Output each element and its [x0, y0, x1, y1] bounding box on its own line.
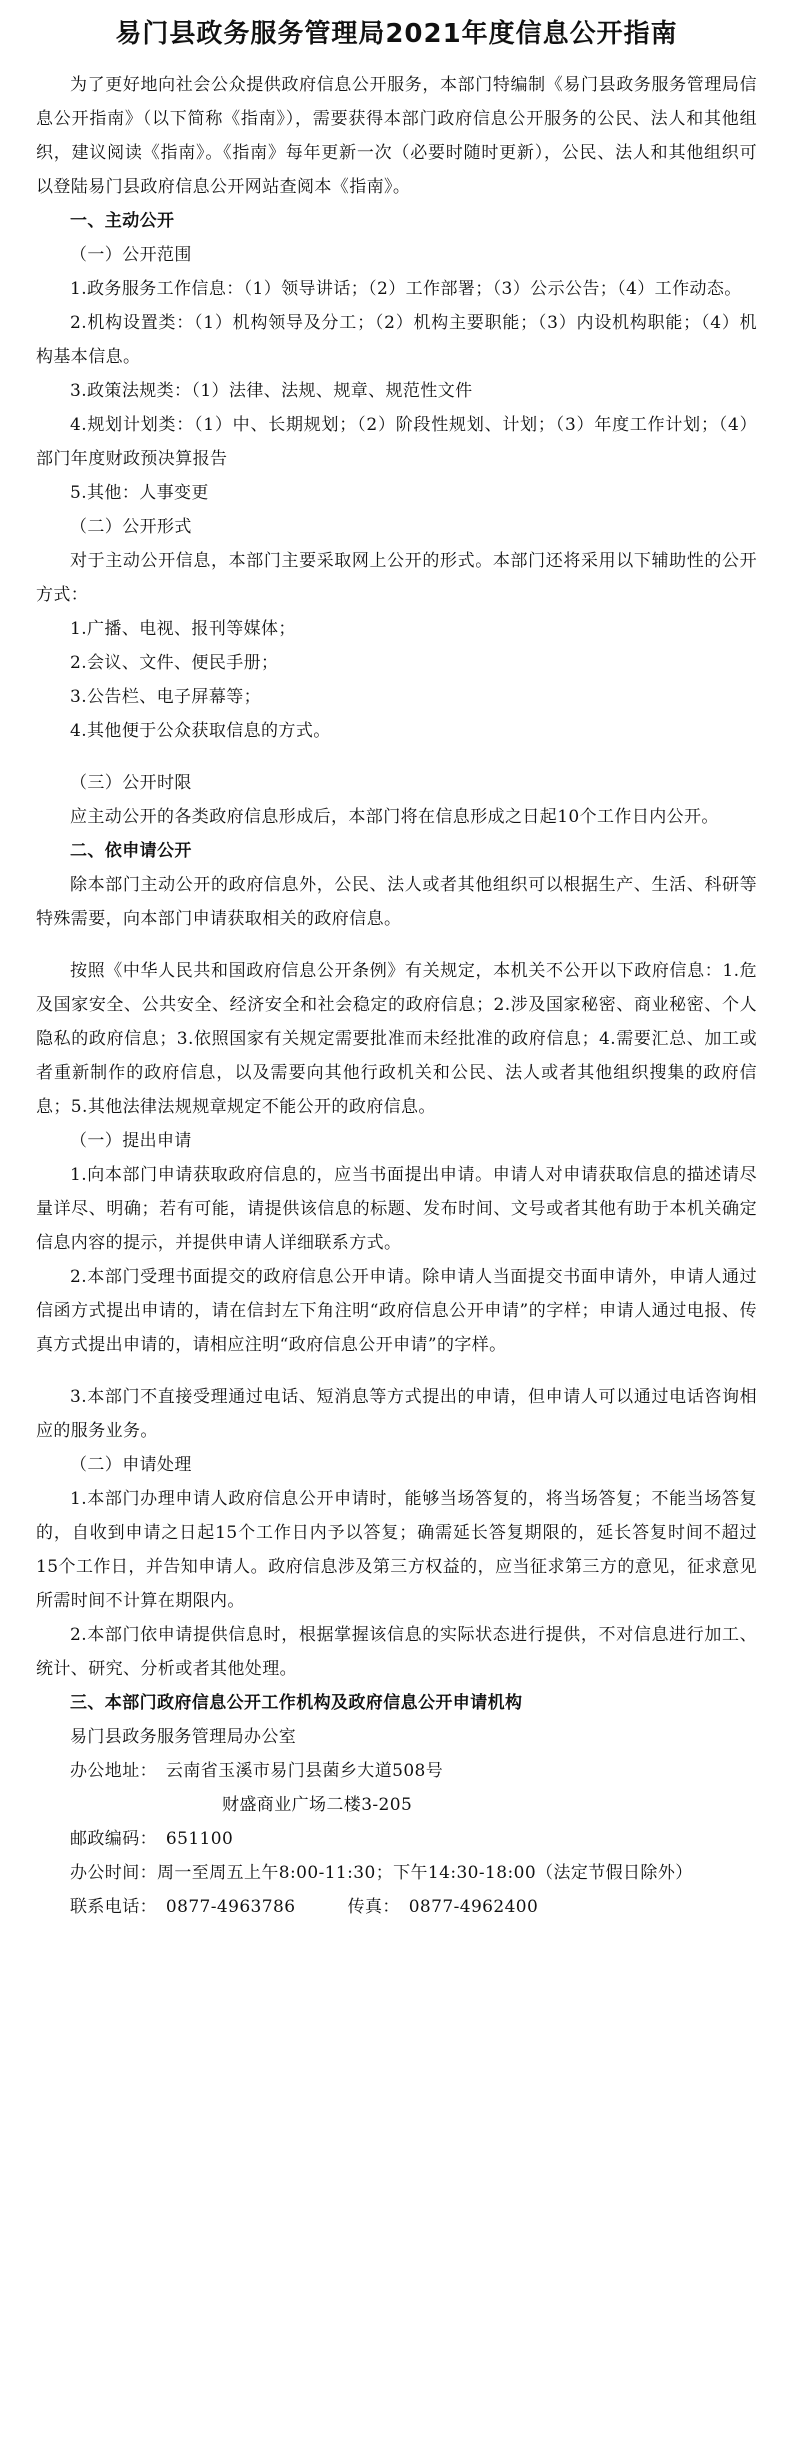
process-item: 2.本部门依申请提供信息时，根据掌握该信息的实际状态进行提供，不对信息进行加工、统计、研究、分析或者其他处理。: [36, 1625, 757, 1679]
postcode: 邮政编码： 651100: [70, 1829, 234, 1849]
submit-item: 1.向本部门申请获取政府信息的，应当书面提出申请。申请人对申请获取信息的描述请尽量详尽、明确；若有可能，请提供该信息的标题、发布时间、文号或者其他有助于本机关确定信息内容的提示，并提供申请人详细联系方式。: [36, 1165, 757, 1253]
form-heading: （二）公开形式: [70, 517, 192, 537]
section-2-heading: 二、依申请公开: [70, 841, 192, 861]
intro-paragraph: 为了更好地向社会公众提供政府信息公开服务，本部门特编制《易门县政务服务管理局信息公开指南》（以下简称《指南》），需要获得本部门政府信息公开服务的公民、法人和其他组织，建议阅读《指南》。《指南》每年更新一次（必要时随时更新），公民、法人和其他组织可以登陆易门县政府信息公开网站查阅本《指南》。: [36, 75, 757, 197]
exemption-paragraph: 按照《中华人民共和国政府信息公开条例》有关规定，本机关不公开以下政府信息：1.危及国家安全、公共安全、经济安全和社会稳定的政府信息；2.涉及国家秘密、商业秘密、个人隐私的政府信息；3.依照国家有关规定需要批准而未经批准的政府信息；4.需要汇总、加工或者重新制作的政府信息，以及需要向其他行政机关和公民、法人或者其他组织搜集的政府信息；5.其他法律法规规章规定不能公开的政府信息。: [36, 961, 757, 1117]
submit-item: 3.本部门不直接受理通过电话、短消息等方式提出的申请，但申请人可以通过电话咨询相应的服务业务。: [36, 1387, 757, 1441]
office-address: 办公地址： 云南省玉溪市易门县菌乡大道508号: [70, 1761, 444, 1781]
scope-item: 2.机构设置类：（1）机构领导及分工；（2）机构主要职能；（3）内设机构职能；（4）机构基本信息。: [36, 313, 757, 367]
form-intro: 对于主动公开信息，本部门主要采取网上公开的形式。本部门还将采用以下辅助性的公开方式：: [36, 551, 757, 605]
office-hours: 办公时间：周一至周五上午8:00-11:30；下午14:30-18:00（法定节假日除外）: [70, 1863, 693, 1883]
scope-item: 5.其他：人事变更: [70, 483, 209, 503]
process-item: 1.本部门办理申请人政府信息公开申请时，能够当场答复的，将当场答复；不能当场答复的，自收到申请之日起15个工作日内予以答复；确需延长答复期限的，延长答复时间不超过15个工作日，并告知申请人。政府信息涉及第三方权益的，应当征求第三方的意见，征求意见所需时间不计算在期限内。: [36, 1489, 757, 1611]
time-text: 应主动公开的各类政府信息形成后，本部门将在信息形成之日起10个工作日内公开。: [70, 807, 719, 827]
form-item: 1.广播、电视、报刊等媒体；: [70, 619, 296, 639]
form-item: 4.其他便于公众获取信息的方式。: [70, 721, 331, 741]
office-name: 易门县政务服务管理局办公室: [70, 1727, 297, 1747]
form-item: 3.公告栏、电子屏幕等；: [70, 687, 262, 707]
office-address-continued: 财盛商业广场二楼3-205: [222, 1795, 413, 1815]
scope-heading: （一）公开范围: [70, 245, 192, 265]
submit-heading: （一）提出申请: [70, 1131, 192, 1151]
contact-info: 联系电话： 0877-4963786 传真： 0877-4962400: [70, 1897, 539, 1917]
submit-item: 2.本部门受理书面提交的政府信息公开申请。除申请人当面提交书面申请外，申请人通过信函方式提出申请的，请在信封左下角注明“政府信息公开申请”的字样；申请人通过电报、传真方式提出申请的，请相应注明“政府信息公开申请”的字样。: [36, 1267, 757, 1355]
scope-item: 1.政务服务工作信息：（1）领导讲话；（2）工作部署；（3）公示公告；（4）工作动态。: [70, 279, 742, 299]
request-paragraph: 除本部门主动公开的政府信息外，公民、法人或者其他组织可以根据生产、生活、科研等特殊需要，向本部门申请获取相关的政府信息。: [36, 875, 757, 929]
section-3-heading: 三、本部门政府信息公开工作机构及政府信息公开申请机构: [70, 1693, 523, 1713]
process-heading: （二）申请处理: [70, 1455, 192, 1475]
scope-item: 3.政策法规类：（1）法律、法规、规章、规范性文件: [70, 381, 473, 401]
time-heading: （三）公开时限: [70, 773, 192, 793]
document-title: 易门县政务服务管理局2021年度信息公开指南: [115, 19, 678, 49]
section-1-heading: 一、主动公开: [70, 211, 175, 231]
scope-item: 4.规划计划类：（1）中、长期规划；（2）阶段性规划、计划；（3）年度工作计划；（4）部门年度财政预决算报告: [36, 415, 757, 469]
form-item: 2.会议、文件、便民手册；: [70, 653, 279, 673]
